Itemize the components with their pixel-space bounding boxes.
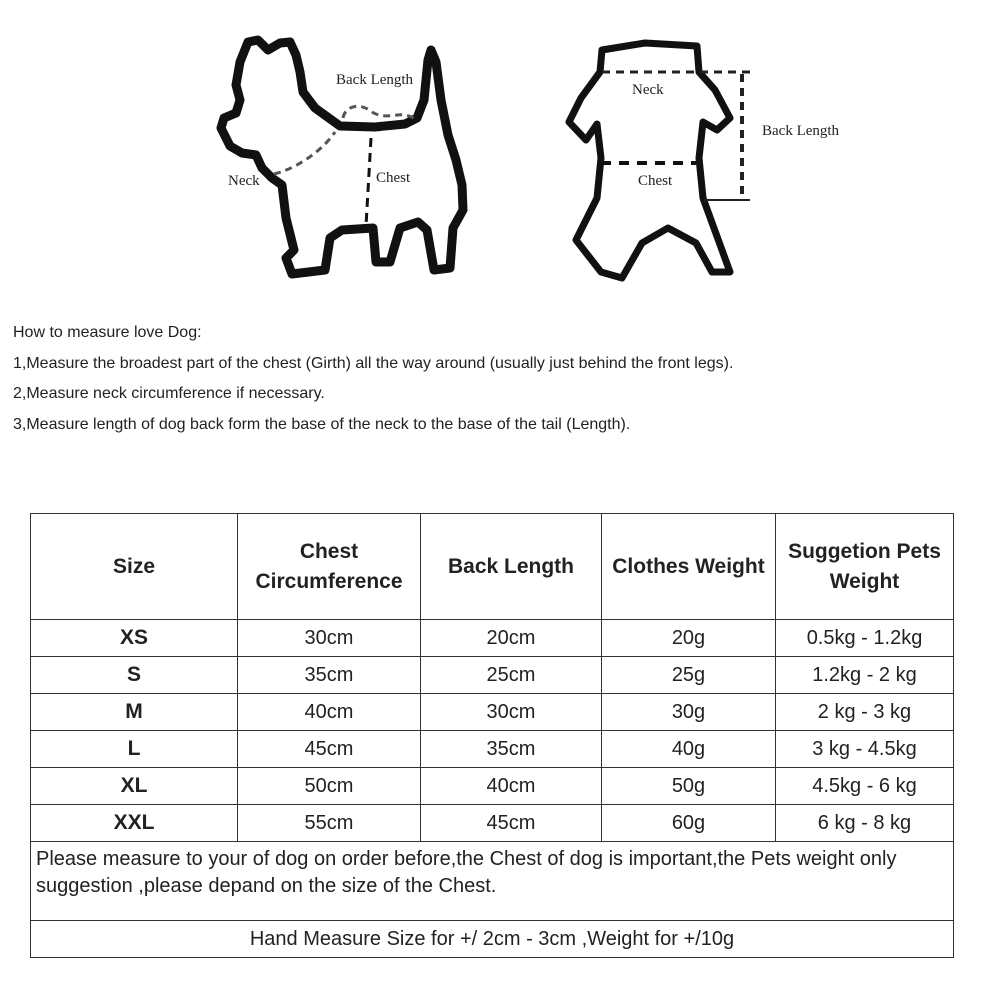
clothes-weight-cell: 60g	[602, 805, 776, 842]
back-length-cell: 40cm	[421, 768, 602, 805]
clothes-weight-cell: 30g	[602, 694, 776, 731]
pets-weight-cell: 6 kg - 8 kg	[776, 805, 954, 842]
clothes-weight-cell: 25g	[602, 657, 776, 694]
clothes-weight-cell: 20g	[602, 620, 776, 657]
back-length-cell: 45cm	[421, 805, 602, 842]
side-back-length-label: Back Length	[336, 72, 414, 88]
header-clothes-weight: Clothes Weight	[602, 514, 776, 620]
pets-weight-cell: 4.5kg - 6 kg	[776, 768, 954, 805]
measurement-diagram	[0, 0, 1000, 300]
pets-weight-cell: 2 kg - 3 kg	[776, 694, 954, 731]
note-row	[31, 842, 954, 921]
pets-weight-cell: 0.5kg - 1.2kg	[776, 620, 954, 657]
size-cell: S	[31, 657, 238, 694]
top-chest-label: Chest	[638, 173, 673, 189]
table-row	[31, 805, 954, 842]
measurement-illustration	[0, 0, 1000, 300]
instruction-step-3: 3,Measure length of dog back form the base of the neck to the base of the tail (Length).	[13, 415, 631, 433]
size-cell: XXL	[31, 805, 238, 842]
neck-dash-line	[274, 132, 335, 174]
top-back-length-label: Back Length	[762, 123, 840, 139]
table-row	[31, 620, 954, 657]
instruction-step-2: 2,Measure neck circumference if necessary.	[13, 385, 325, 402]
table-row	[31, 768, 954, 805]
size-cell: M	[31, 694, 238, 731]
size-cell: L	[31, 731, 238, 768]
chest-cell: 35cm	[238, 657, 421, 694]
measurement-instructions	[13, 318, 983, 440]
table-row	[31, 694, 954, 731]
back-length-cell: 30cm	[421, 694, 602, 731]
table-row	[31, 657, 954, 694]
measurement-note: Please measure to your of dog on order before,the Chest of dog is important,the Pets weight only suggestion ,please depand on the size of the Chest.	[31, 842, 954, 921]
side-neck-label: Neck	[228, 173, 260, 189]
chest-cell: 45cm	[238, 731, 421, 768]
size-chart-table	[30, 513, 954, 958]
back-length-cell: 35cm	[421, 731, 602, 768]
chest-cell: 30cm	[238, 620, 421, 657]
back-length-cell: 20cm	[421, 620, 602, 657]
header-back-length: Back Length	[421, 514, 602, 620]
header-size: Size	[31, 514, 238, 620]
pets-weight-cell: 1.2kg - 2 kg	[776, 657, 954, 694]
tolerance-row	[31, 921, 954, 958]
back-length-dash-line	[343, 106, 416, 120]
header-chest-circumference: Chest Circumference	[238, 514, 421, 620]
clothes-weight-cell: 40g	[602, 731, 776, 768]
chest-cell: 40cm	[238, 694, 421, 731]
table-row	[31, 731, 954, 768]
size-cell: XL	[31, 768, 238, 805]
header-pets-weight: Suggetion Pets Weight	[776, 514, 954, 620]
pets-weight-cell: 3 kg - 4.5kg	[776, 731, 954, 768]
clothes-weight-cell: 50g	[602, 768, 776, 805]
size-cell: XS	[31, 620, 238, 657]
side-chest-label: Chest	[376, 170, 411, 186]
top-neck-label: Neck	[632, 82, 664, 98]
chest-dash-line	[366, 138, 371, 226]
table-header-row	[31, 514, 954, 620]
instructions-title: How to measure love Dog:	[13, 324, 202, 341]
measurement-tolerance: Hand Measure Size for +/ 2cm - 3cm ,Weight for +/10g	[31, 921, 954, 958]
chest-cell: 50cm	[238, 768, 421, 805]
chest-cell: 55cm	[238, 805, 421, 842]
back-length-cell: 25cm	[421, 657, 602, 694]
instruction-step-1: 1,Measure the broadest part of the chest (Girth) all the way around (usually just behind the front legs).	[13, 354, 734, 372]
garment-top-silhouette	[569, 43, 730, 278]
